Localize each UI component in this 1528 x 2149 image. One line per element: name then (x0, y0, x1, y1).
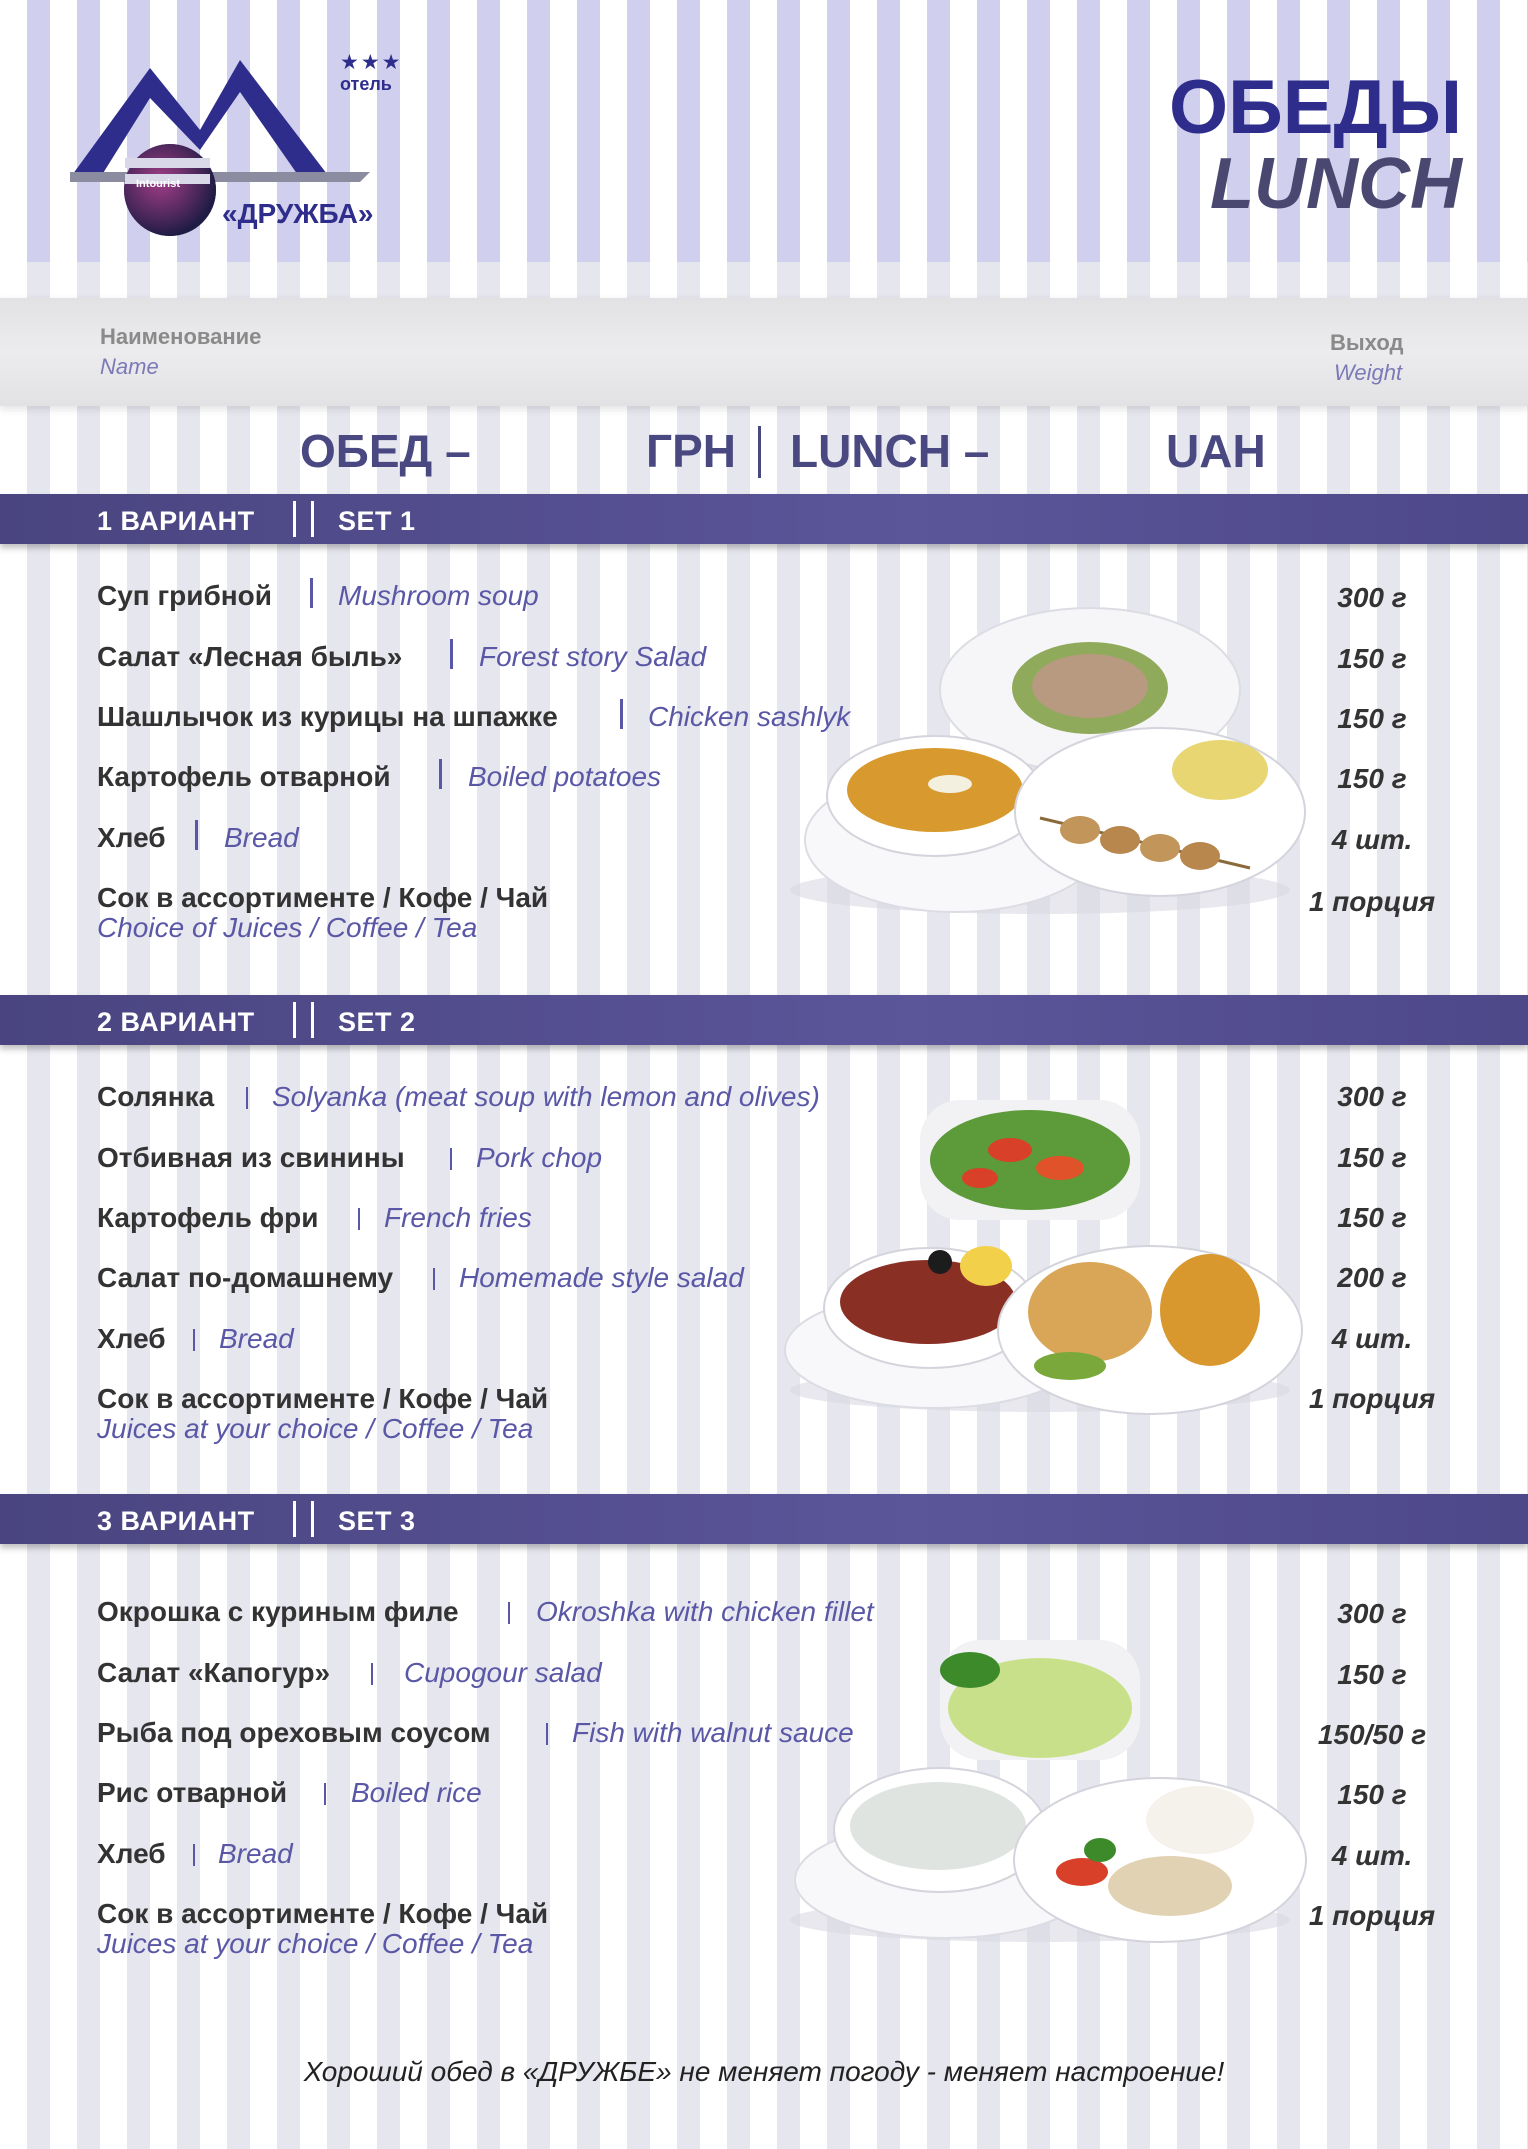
menu-item-en: Homemade style salad (459, 1262, 744, 1293)
set-label-en: SET 3 (338, 1506, 416, 1536)
set-3-food-photo (770, 1620, 1310, 1955)
menu-item-ru: Хлеб (97, 1838, 166, 1869)
menu-item-en: Cupogour salad (404, 1657, 602, 1688)
menu-item-en: Solyanka (meat soup with lemon and olives) (272, 1081, 820, 1112)
set-2-food-photo (770, 1090, 1310, 1425)
footer-slogan: Хороший обед в «ДРУЖБЕ» не меняет погоду - меняет настроение! (303, 2056, 1225, 2087)
item-separator (358, 1208, 360, 1230)
menu-item-ru: Сок в ассортименте / Кофе / Чай (97, 1383, 549, 1414)
menu-item-ru: Окрошка с куриным филе (97, 1596, 459, 1627)
intourist-label: Intourist (136, 178, 180, 190)
price-currency-ru: ГРН (646, 425, 736, 477)
hotel-stars: ★★★ (340, 51, 403, 74)
menu-item-weight: 150 г (1337, 763, 1407, 794)
menu-item-weight: 150 г (1337, 1202, 1407, 1233)
item-separator (450, 1148, 452, 1170)
hotel-name: «ДРУЖБА» (222, 198, 374, 229)
item-separator (310, 578, 313, 608)
set-label-ru: 3 ВАРИАНТ (97, 1506, 255, 1536)
menu-item-ru: Салат «Капогур» (97, 1657, 331, 1688)
set-separator (311, 1501, 314, 1537)
menu-item-ru: Картофель отварной (97, 761, 391, 792)
menu-item-ru: Хлеб (97, 822, 166, 853)
menu-item-en: Forest story Salad (479, 641, 707, 672)
menu-item-ru: Картофель фри (97, 1202, 319, 1233)
menu-item-weight: 300 г (1337, 1081, 1407, 1112)
set-1-food-photo (770, 600, 1310, 925)
menu-item-weight: 150/50 г (1317, 1719, 1427, 1750)
menu-item-en: Fish with walnut sauce (572, 1717, 854, 1748)
menu-item-weight: 4 шт. (1331, 824, 1413, 855)
menu-item-weight: 150 г (1337, 1659, 1407, 1690)
menu-item-weight: 300 г (1337, 582, 1407, 613)
price-currency-en: UAH (1166, 425, 1266, 477)
set-label-ru: 1 ВАРИАНТ (97, 506, 255, 536)
set-separator (311, 501, 314, 537)
item-separator (246, 1087, 248, 1109)
set-separator (293, 501, 296, 537)
menu-item-weight: 150 г (1337, 1779, 1407, 1810)
menu-item-en: Bread (218, 1838, 293, 1869)
menu-item-weight: 150 г (1337, 703, 1407, 734)
set-1-header-bar (0, 494, 1528, 544)
item-separator (433, 1268, 435, 1290)
set-separator (311, 1002, 314, 1038)
menu-item-weight: 150 г (1337, 1142, 1407, 1173)
item-separator (324, 1783, 326, 1805)
menu-item-ru: Салат «Лесная быль» (97, 641, 403, 672)
menu-item-en: French fries (384, 1202, 532, 1233)
item-separator (195, 820, 198, 850)
item-separator (193, 1329, 195, 1351)
set-separator (293, 1501, 296, 1537)
menu-item-ru: Суп грибной (97, 580, 272, 611)
menu-item-ru: Рыба под ореховым соусом (97, 1717, 491, 1748)
menu-item-weight: 1 порция (1308, 1900, 1436, 1931)
item-separator (371, 1663, 373, 1685)
page-title-ru: ОБЕДЫ (1169, 65, 1462, 150)
price-label-ru: ОБЕД – (300, 425, 471, 477)
price-separator (758, 426, 761, 478)
menu-item-ru: Сок в ассортименте / Кофе / Чай (97, 882, 549, 913)
item-separator (620, 699, 623, 729)
menu-item-weight: 1 порция (1308, 1383, 1436, 1414)
column-name-ru: Наименование (100, 324, 262, 349)
menu-item-en: Boiled potatoes (468, 761, 662, 792)
menu-item-en: Bread (224, 822, 299, 853)
menu-item-ru: Хлеб (97, 1323, 166, 1354)
set-2-header-bar (0, 995, 1528, 1045)
column-weight-en: Weight (1334, 360, 1403, 385)
column-name-en: Name (100, 354, 159, 379)
menu-item-ru: Отбивная из свинины (97, 1142, 405, 1173)
menu-item-weight: 150 г (1337, 643, 1407, 674)
menu-item-en: Boiled rice (351, 1777, 482, 1808)
menu-item-weight: 4 шт. (1331, 1840, 1413, 1871)
menu-item-en: Pork chop (476, 1142, 603, 1173)
menu-item-en: Juices at your choice / Coffee / Tea (97, 1928, 534, 1959)
menu-item-ru: Рис отварной (97, 1777, 288, 1808)
price-label-en: LUNCH – (790, 425, 990, 477)
set-label-en: SET 2 (338, 1007, 416, 1037)
menu-item-ru: Салат по-домашнему (97, 1262, 394, 1293)
hotel-type-label: отель (340, 74, 392, 94)
column-weight-ru: Выход (1330, 330, 1404, 355)
menu-item-en: Okroshka with chicken fillet (536, 1596, 874, 1627)
set-label-ru: 2 ВАРИАНТ (97, 1007, 255, 1037)
set-3-header-bar (0, 1494, 1528, 1544)
item-separator (439, 759, 442, 789)
menu-item-en: Bread (219, 1323, 294, 1354)
menu-item-weight: 200 г (1337, 1262, 1407, 1293)
item-separator (450, 639, 453, 669)
set-separator (293, 1002, 296, 1038)
page-title-en: LUNCH (1210, 144, 1462, 224)
menu-item-weight: 300 г (1337, 1598, 1407, 1629)
item-separator (508, 1602, 510, 1624)
menu-item-en: Mushroom soup (338, 580, 539, 611)
menu-item-weight: 4 шт. (1331, 1323, 1413, 1354)
menu-item-ru: Солянка (97, 1081, 215, 1112)
menu-item-ru: Сок в ассортименте / Кофе / Чай (97, 1898, 549, 1929)
column-header-band (0, 298, 1528, 406)
set-label-en: SET 1 (338, 506, 416, 536)
menu-item-weight: 1 порция (1308, 886, 1436, 917)
menu-item-ru: Шашлычок из курицы на шпажке (97, 701, 558, 732)
menu-item-en: Choice of Juices / Coffee / Tea (97, 912, 478, 943)
menu-item-en: Juices at your choice / Coffee / Tea (97, 1413, 534, 1444)
menu-item-en: Chicken sashlyk (648, 701, 851, 732)
item-separator (546, 1723, 548, 1745)
item-separator (193, 1844, 195, 1866)
